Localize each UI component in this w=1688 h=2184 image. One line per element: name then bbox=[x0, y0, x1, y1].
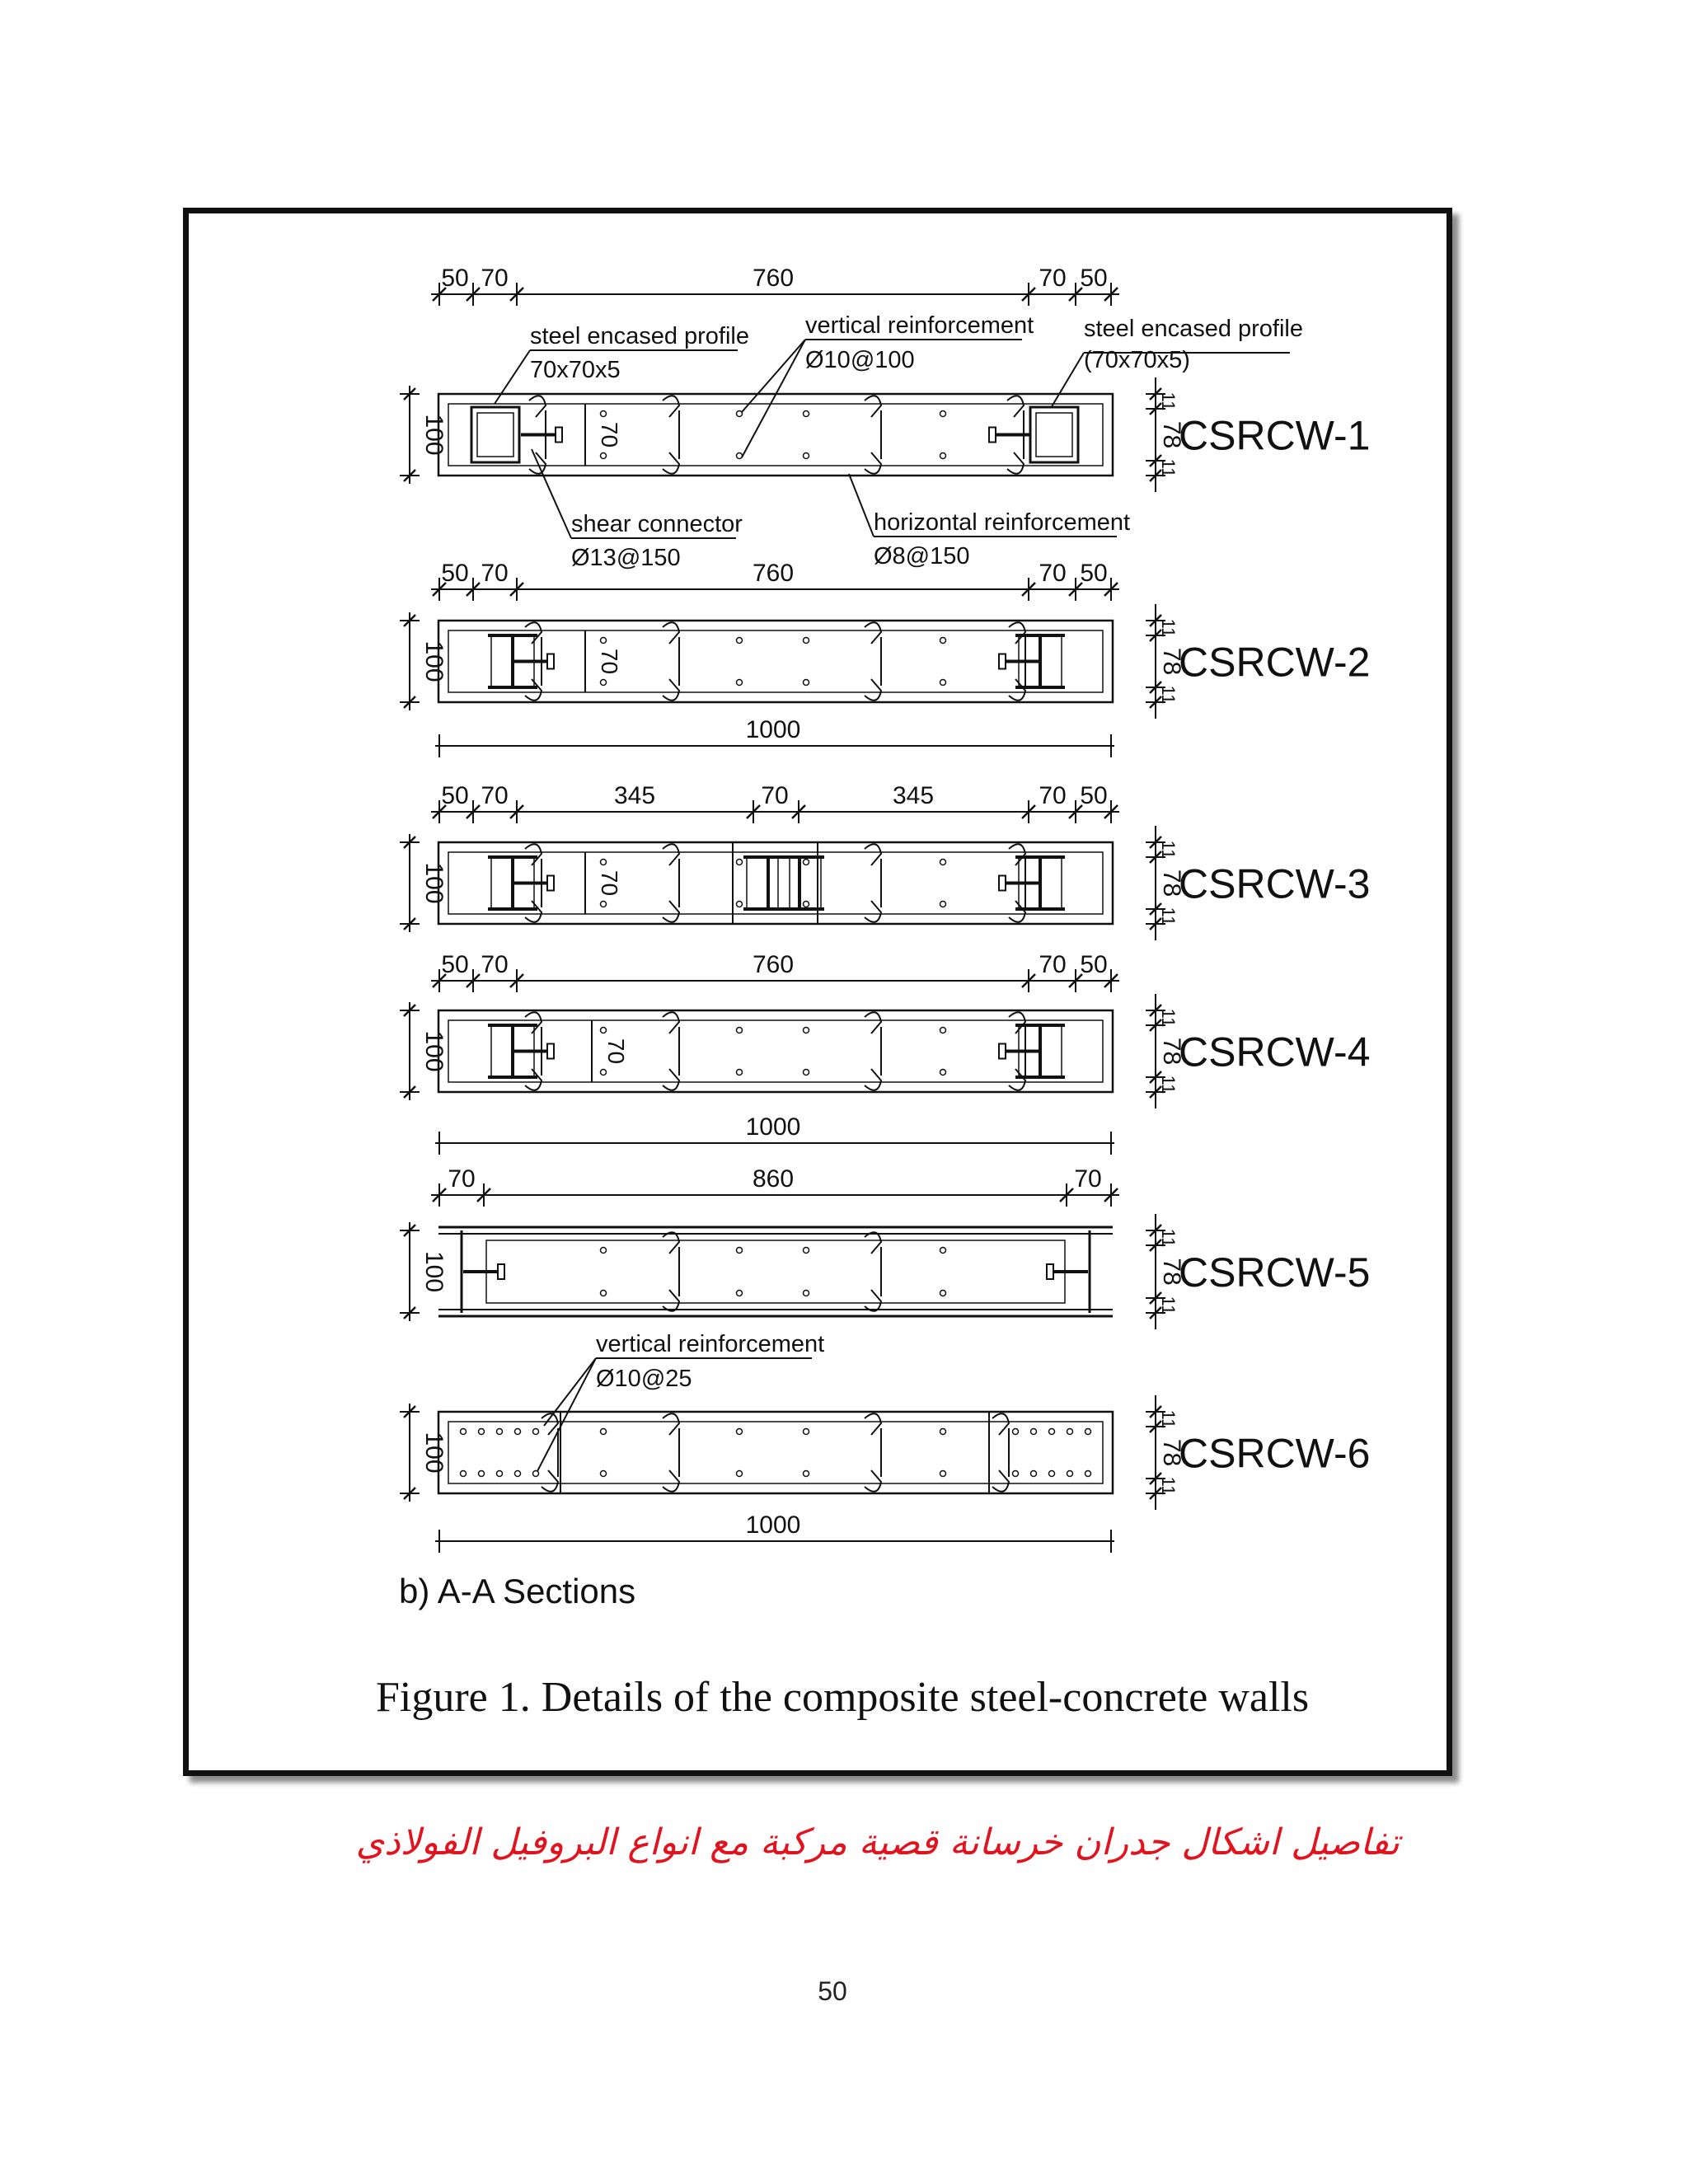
rebar-dot bbox=[601, 1070, 607, 1076]
rebar-dot bbox=[1067, 1429, 1073, 1435]
height-dim-label: 100 bbox=[420, 862, 448, 904]
rebar-dot bbox=[601, 1471, 607, 1477]
dim-row-2-label: 50 bbox=[1080, 560, 1108, 587]
label-vertical-reinforcement-6: vertical reinforcement bbox=[596, 1331, 825, 1357]
label-horizontal-reinforcement-spec: Ø8@150 bbox=[874, 543, 970, 569]
subcaption-aa-sections: b) A-A Sections bbox=[399, 1572, 636, 1610]
hook bbox=[529, 396, 546, 417]
hook bbox=[663, 1413, 679, 1435]
rebar-dot bbox=[940, 1248, 946, 1254]
thickness-dim-78: 78 bbox=[1158, 1037, 1185, 1066]
rebar-dot bbox=[601, 680, 607, 686]
hook bbox=[1009, 901, 1025, 922]
rebar-dot bbox=[1013, 1429, 1019, 1435]
wall-label-5: CSRCW-5 bbox=[1179, 1249, 1371, 1296]
height-dim-label: 100 bbox=[420, 1250, 448, 1293]
rebar-dot bbox=[497, 1429, 503, 1435]
rebar-dot bbox=[479, 1429, 485, 1435]
rebar-dot bbox=[804, 411, 809, 417]
page-number: 50 bbox=[818, 1976, 847, 2006]
wall-label-3: CSRCW-3 bbox=[1179, 860, 1371, 907]
hook bbox=[865, 844, 881, 865]
rebar-dot bbox=[1049, 1429, 1055, 1435]
rebar-dot bbox=[940, 1291, 946, 1296]
rebar-dot bbox=[1049, 1471, 1055, 1477]
hook bbox=[525, 844, 542, 865]
thickness-dim-78: 78 bbox=[1158, 1438, 1185, 1467]
label-steel-profile-right-size: (70x70x5) bbox=[1084, 347, 1190, 373]
dim-row-4-label: 70 bbox=[1039, 951, 1067, 978]
rebar-dot bbox=[737, 1429, 743, 1435]
hook bbox=[865, 1069, 881, 1090]
dim-total-4-label: 1000 bbox=[745, 1113, 801, 1141]
rebar-dot bbox=[804, 453, 809, 459]
rebar-dot bbox=[940, 411, 946, 417]
arabic-caption: تفاصيل اشكال جدران خرسانة قصية مركبة مع انواع البروفيل الفولاذي bbox=[355, 1821, 1400, 1863]
height-dim-label: 100 bbox=[420, 1030, 448, 1072]
hook bbox=[865, 622, 881, 644]
label-steel-profile-left: steel encased profile bbox=[530, 323, 749, 349]
hook bbox=[865, 901, 881, 922]
rebar-dot bbox=[737, 453, 743, 459]
rebar-dot bbox=[940, 1429, 946, 1435]
rebar-dot bbox=[804, 1248, 809, 1254]
hook bbox=[865, 1470, 881, 1492]
shear-stud-head bbox=[1047, 1264, 1053, 1279]
rebar-dot bbox=[737, 1291, 743, 1296]
hook bbox=[663, 1290, 679, 1311]
steel-tube bbox=[471, 407, 519, 462]
rebar-dot bbox=[804, 638, 809, 644]
dim-row-3-label: 70 bbox=[1039, 782, 1067, 809]
hook bbox=[992, 1413, 1009, 1435]
label-horizontal-reinforcement: horizontal reinforcement bbox=[874, 509, 1131, 536]
thickness-dim-11: 11 bbox=[1158, 1075, 1179, 1094]
steel-tube-inner bbox=[477, 413, 513, 457]
rebar-dot bbox=[737, 902, 743, 907]
figure-caption: Figure 1. Details of the composite steel-concrete walls bbox=[376, 1674, 1310, 1721]
hook bbox=[992, 1470, 1009, 1492]
label-steel-profile-right: steel encased profile bbox=[1084, 316, 1303, 342]
thickness-dim-11: 11 bbox=[1158, 1228, 1179, 1248]
dim-row-5-label: 70 bbox=[1074, 1165, 1102, 1193]
dim-row-2-label: 70 bbox=[481, 560, 509, 587]
thickness-dim-78: 78 bbox=[1158, 647, 1185, 676]
dim-row-3-label: 70 bbox=[481, 782, 509, 809]
rebar-dot bbox=[804, 902, 809, 907]
shear-stud-head bbox=[989, 428, 996, 443]
thickness-dim-11: 11 bbox=[1158, 1476, 1179, 1496]
leader-line bbox=[532, 449, 571, 538]
inner-70-label: 70 bbox=[597, 648, 622, 675]
rebar-dot bbox=[804, 1291, 809, 1296]
dim-row-1-label: 50 bbox=[1080, 265, 1108, 292]
rebar-dot bbox=[737, 680, 743, 686]
shear-stud-head bbox=[999, 1044, 1006, 1059]
shear-stud-head bbox=[547, 1044, 554, 1059]
label-shear-connector-spec: Ø13@150 bbox=[571, 545, 681, 571]
hook bbox=[865, 1232, 881, 1254]
rebar-dot bbox=[940, 1471, 946, 1477]
dim-total-2-label: 1000 bbox=[745, 716, 801, 743]
rebar-dot bbox=[804, 1028, 809, 1033]
rebar-dot bbox=[601, 638, 607, 644]
shear-stud-head bbox=[556, 428, 562, 443]
shear-stud-head bbox=[547, 654, 554, 669]
rebar-dot bbox=[940, 453, 946, 459]
hook bbox=[663, 679, 679, 701]
rebar-dot bbox=[601, 860, 607, 865]
rebar-dot bbox=[601, 902, 607, 907]
inner-70-label: 70 bbox=[597, 421, 622, 448]
hook bbox=[525, 1012, 542, 1033]
leader-line bbox=[742, 340, 805, 412]
thickness-dim-11: 11 bbox=[1158, 840, 1179, 860]
rebar-dot bbox=[940, 860, 946, 865]
rebar-dot bbox=[497, 1471, 503, 1477]
steel-tube bbox=[1030, 407, 1078, 462]
inner-70-label: 70 bbox=[603, 1038, 629, 1065]
hook bbox=[865, 396, 881, 417]
dim-row-5-label: 70 bbox=[448, 1165, 476, 1193]
shear-stud-head bbox=[547, 876, 554, 891]
hook bbox=[865, 1290, 881, 1311]
height-dim-label: 100 bbox=[420, 640, 448, 682]
leader-line bbox=[742, 340, 805, 457]
leader-line bbox=[849, 474, 874, 537]
rebar-dot bbox=[1085, 1471, 1091, 1477]
hook bbox=[525, 679, 542, 701]
hook bbox=[663, 1012, 679, 1033]
dim-row-4-label: 50 bbox=[1080, 951, 1108, 978]
rebar-dot bbox=[940, 680, 946, 686]
dim-row-1-label: 70 bbox=[481, 265, 509, 292]
rebar-dot bbox=[940, 1070, 946, 1076]
shear-stud-head bbox=[999, 876, 1006, 891]
thickness-dim-11: 11 bbox=[1158, 618, 1179, 638]
rebar-dot bbox=[1067, 1471, 1073, 1477]
rebar-dot bbox=[940, 638, 946, 644]
dim-row-2-label: 50 bbox=[441, 560, 469, 587]
dim-row-1-label: 760 bbox=[752, 265, 795, 292]
thickness-dim-11: 11 bbox=[1158, 907, 1179, 926]
rebar-dot bbox=[940, 902, 946, 907]
rebar-dot bbox=[533, 1429, 539, 1435]
inner-70-label: 70 bbox=[597, 869, 622, 897]
height-dim-label: 100 bbox=[420, 414, 448, 456]
thickness-dim-11: 11 bbox=[1158, 458, 1179, 478]
dim-row-4-label: 760 bbox=[752, 951, 795, 978]
dim-row-2-label: 70 bbox=[1039, 560, 1067, 587]
dim-row-3-label: 345 bbox=[892, 782, 935, 809]
hook bbox=[1009, 679, 1025, 701]
rebar-dot bbox=[601, 453, 607, 459]
hook bbox=[525, 1069, 542, 1090]
dim-row-1-label: 70 bbox=[1039, 265, 1067, 292]
rebar-dot bbox=[737, 1028, 743, 1033]
dim-row-3-label: 345 bbox=[613, 782, 656, 809]
rebar-dot bbox=[601, 1429, 607, 1435]
hook bbox=[663, 844, 679, 865]
thickness-dim-11: 11 bbox=[1158, 1008, 1179, 1028]
rebar-dot bbox=[737, 860, 743, 865]
thickness-dim-78: 78 bbox=[1158, 1258, 1185, 1286]
hook bbox=[663, 1232, 679, 1254]
hook bbox=[663, 1069, 679, 1090]
leader-line bbox=[1051, 353, 1084, 408]
rebar-dot bbox=[737, 638, 743, 644]
rebar-dot bbox=[804, 1471, 809, 1477]
thickness-dim-11: 11 bbox=[1158, 391, 1179, 411]
dim-total-6-label: 1000 bbox=[745, 1511, 801, 1539]
rebar-dot bbox=[1085, 1429, 1091, 1435]
dim-row-3-label: 50 bbox=[1080, 782, 1108, 809]
hook bbox=[663, 622, 679, 644]
hook bbox=[1009, 1069, 1025, 1090]
hook bbox=[542, 1413, 558, 1435]
hook bbox=[663, 396, 679, 417]
hook bbox=[1009, 1012, 1025, 1033]
shear-stud-head bbox=[498, 1264, 504, 1279]
rebar-dot bbox=[515, 1471, 521, 1477]
rebar-dot bbox=[461, 1471, 467, 1477]
label-vertical-reinforcement: vertical reinforcement bbox=[805, 312, 1034, 339]
wall-label-6: CSRCW-6 bbox=[1179, 1430, 1371, 1477]
hook bbox=[663, 901, 679, 922]
rebar-dot bbox=[804, 680, 809, 686]
steel-tube-inner bbox=[1036, 413, 1072, 457]
rebar-dot bbox=[515, 1429, 521, 1435]
rebar-dot bbox=[1031, 1471, 1037, 1477]
dim-row-3-label: 50 bbox=[441, 782, 469, 809]
hook bbox=[1007, 452, 1024, 474]
hook bbox=[865, 1012, 881, 1033]
rebar-dot bbox=[737, 1070, 743, 1076]
wall-outline bbox=[438, 1412, 1113, 1493]
hook bbox=[865, 1413, 881, 1435]
dim-row-5-label: 860 bbox=[752, 1165, 795, 1193]
shear-stud-head bbox=[999, 654, 1006, 669]
thickness-dim-78: 78 bbox=[1158, 869, 1185, 898]
hook bbox=[865, 452, 881, 474]
thickness-dim-78: 78 bbox=[1158, 420, 1185, 449]
rebar-dot bbox=[804, 1070, 809, 1076]
hook bbox=[525, 622, 542, 644]
height-dim-label: 100 bbox=[420, 1432, 448, 1474]
label-vertical-reinforcement-spec: Ø10@100 bbox=[805, 347, 915, 373]
rebar-dot bbox=[601, 411, 607, 417]
rebar-dot bbox=[461, 1429, 467, 1435]
label-vertical-reinforcement-6-spec: Ø10@25 bbox=[596, 1366, 692, 1392]
rebar-dot bbox=[737, 1471, 743, 1477]
dim-row-1-label: 50 bbox=[441, 265, 469, 292]
hook bbox=[663, 1470, 679, 1492]
rebar-dot bbox=[601, 1291, 607, 1296]
hook bbox=[542, 1470, 558, 1492]
rebar-dot bbox=[1031, 1429, 1037, 1435]
rebar-dot bbox=[601, 1028, 607, 1033]
label-steel-profile-left-size: 70x70x5 bbox=[530, 357, 621, 383]
hook bbox=[525, 901, 542, 922]
rebar-dot bbox=[737, 1248, 743, 1254]
thickness-dim-11: 11 bbox=[1158, 1296, 1179, 1315]
hook bbox=[1009, 844, 1025, 865]
thickness-dim-11: 11 bbox=[1158, 685, 1179, 705]
rebar-dot bbox=[479, 1471, 485, 1477]
rebar-dot bbox=[804, 860, 809, 865]
rebar-dot bbox=[940, 1028, 946, 1033]
rebar-dot bbox=[737, 411, 743, 417]
rebar-dot bbox=[804, 1429, 809, 1435]
rebar-dot bbox=[601, 1248, 607, 1254]
label-shear-connector: shear connector bbox=[571, 511, 743, 537]
wall-label-4: CSRCW-4 bbox=[1179, 1029, 1371, 1076]
hook bbox=[1009, 622, 1025, 644]
leader-line bbox=[544, 1358, 596, 1426]
dim-row-4-label: 70 bbox=[481, 951, 509, 978]
rebar-dot bbox=[1013, 1471, 1019, 1477]
dim-row-4-label: 50 bbox=[441, 951, 469, 978]
wall-label-2: CSRCW-2 bbox=[1179, 639, 1371, 686]
dim-row-2-label: 760 bbox=[752, 560, 795, 587]
horizontal-reinforcement bbox=[486, 1240, 1065, 1303]
thickness-dim-11: 11 bbox=[1158, 1409, 1179, 1429]
rebar-dot bbox=[533, 1471, 539, 1477]
wall-label-1: CSRCW-1 bbox=[1179, 412, 1371, 459]
hook bbox=[663, 452, 679, 474]
dim-row-3-label: 70 bbox=[761, 782, 789, 809]
hook bbox=[865, 679, 881, 701]
leader-line bbox=[495, 350, 530, 404]
hook bbox=[1007, 396, 1024, 417]
